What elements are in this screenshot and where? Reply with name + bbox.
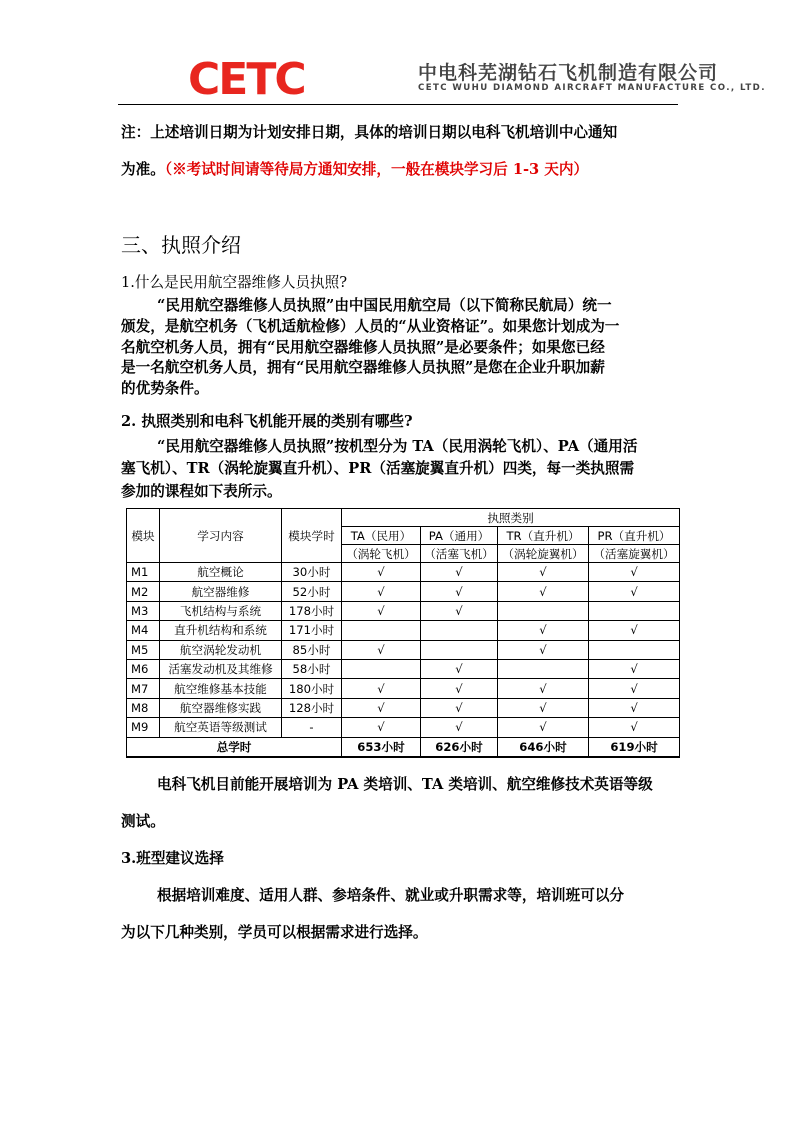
mark-cell: √ bbox=[421, 563, 498, 582]
q1-para-line: 名航空机务人员，拥有“民用航空器维修人员执照”是必要条件；如果您已经 bbox=[121, 339, 605, 356]
table-row bbox=[127, 698, 680, 717]
q3-line-1: 根据培训难度、适用人群、参培条件、就业或升职需求等，培训班可以分 bbox=[157, 887, 625, 904]
license-desc: （涡轮飞机） bbox=[342, 545, 421, 563]
mark-cell: √ bbox=[342, 601, 421, 620]
header-hours: 模块学时 bbox=[282, 509, 342, 563]
q2-para-line: 塞飞机）、TR（涡轮旋翼直升机）、PR（活塞旋翼直升机）四类，每一类执照需 bbox=[121, 460, 635, 477]
mark-cell: √ bbox=[589, 718, 680, 737]
hours-cell: 180小时 bbox=[282, 679, 342, 698]
mark-cell: √ bbox=[421, 601, 498, 620]
hours-cell: 85小时 bbox=[282, 640, 342, 659]
mark-cell: √ bbox=[421, 698, 498, 717]
table-row bbox=[127, 582, 680, 601]
q1-para-line: 的优势条件。 bbox=[121, 380, 209, 397]
mark-cell: √ bbox=[421, 659, 498, 678]
mark-cell: √ bbox=[421, 582, 498, 601]
content-cell: 航空涡轮发动机 bbox=[160, 640, 282, 659]
mark-cell: √ bbox=[589, 659, 680, 678]
hours-cell: 128小时 bbox=[282, 698, 342, 717]
module-cell: M1 bbox=[127, 563, 160, 582]
mark-cell bbox=[342, 659, 421, 678]
q1-para-line: 颁发，是航空机务（飞机适航检修）人员的“从业资格证”。如果您计划成为一 bbox=[121, 318, 620, 335]
license-course-table bbox=[126, 508, 680, 758]
table-header-row bbox=[127, 509, 680, 527]
mark-cell: √ bbox=[498, 698, 589, 717]
after-table-line-2: 测试。 bbox=[121, 813, 165, 830]
q1-para-line: 是一名航空机务人员，拥有“民用航空器维修人员执照”是您在企业升职加薪 bbox=[121, 359, 605, 376]
table-row bbox=[127, 718, 680, 737]
license-code: PR（直升机） bbox=[589, 527, 680, 545]
note-line-2-text: 为准。 bbox=[121, 161, 165, 178]
mark-cell bbox=[421, 640, 498, 659]
module-cell: M2 bbox=[127, 582, 160, 601]
hours-cell: 171小时 bbox=[282, 621, 342, 640]
mark-cell: √ bbox=[589, 563, 680, 582]
total-cell: 653小时 bbox=[342, 737, 421, 757]
logo-text: CETC bbox=[188, 56, 305, 100]
mark-cell: √ bbox=[342, 679, 421, 698]
table-row bbox=[127, 679, 680, 698]
content-cell: 航空器维修 bbox=[160, 582, 282, 601]
content-cell: 航空英语等级测试 bbox=[160, 718, 282, 737]
mark-cell: √ bbox=[342, 698, 421, 717]
note-line-2 bbox=[121, 158, 588, 179]
content-cell: 飞机结构与系统 bbox=[160, 601, 282, 620]
license-code: TR（直升机） bbox=[498, 527, 589, 545]
total-cell: 619小时 bbox=[589, 737, 680, 757]
header-divider bbox=[118, 104, 678, 105]
content-cell: 活塞发动机及其维修 bbox=[160, 659, 282, 678]
mark-cell bbox=[589, 640, 680, 659]
q1-para-line: “民用航空器维修人员执照”由中国民用航空局（以下简称民航局）统一 bbox=[157, 297, 612, 314]
mark-cell bbox=[342, 621, 421, 640]
mark-cell bbox=[421, 621, 498, 640]
table-row bbox=[127, 621, 680, 640]
license-desc: （活塞旋翼机） bbox=[589, 545, 680, 563]
license-code: TA（民用） bbox=[342, 527, 421, 545]
module-cell: M6 bbox=[127, 659, 160, 678]
total-cell: 646小时 bbox=[498, 737, 589, 757]
mark-cell: √ bbox=[498, 563, 589, 582]
mark-cell bbox=[498, 659, 589, 678]
company-name-cn: 中电科芜湖钻石飞机制造有限公司 bbox=[418, 62, 719, 84]
mark-cell: √ bbox=[421, 718, 498, 737]
module-cell: M5 bbox=[127, 640, 160, 659]
mark-cell bbox=[589, 601, 680, 620]
hours-cell: - bbox=[282, 718, 342, 737]
after-table-line-1: 电科飞机目前能开展培训为 PA 类培训、TA 类培训、航空维修技术英语等级 bbox=[157, 776, 653, 793]
content-cell: 直升机结构和系统 bbox=[160, 621, 282, 640]
content-cell: 航空维修基本技能 bbox=[160, 679, 282, 698]
mark-cell: √ bbox=[589, 582, 680, 601]
header-module: 模块 bbox=[127, 509, 160, 563]
mark-cell: √ bbox=[342, 718, 421, 737]
q2-title: 2. 执照类别和电科飞机能开展的类别有哪些? bbox=[121, 413, 413, 430]
table-row bbox=[127, 601, 680, 620]
mark-cell: √ bbox=[589, 679, 680, 698]
hours-cell: 30小时 bbox=[282, 563, 342, 582]
q3-title: 3.班型建议选择 bbox=[121, 850, 224, 867]
total-label: 总学时 bbox=[127, 737, 342, 757]
exam-note: （※考试时间请等待局方通知安排，一般在模块学习后 1-3 天内） bbox=[164, 161, 589, 178]
mark-cell: √ bbox=[342, 563, 421, 582]
q1-title: 1.什么是民用航空器维修人员执照? bbox=[121, 274, 348, 291]
hours-cell: 52小时 bbox=[282, 582, 342, 601]
module-cell: M3 bbox=[127, 601, 160, 620]
q2-para-line: 参加的课程如下表所示。 bbox=[121, 483, 282, 500]
mark-cell: √ bbox=[498, 718, 589, 737]
total-cell: 626小时 bbox=[421, 737, 498, 757]
license-code: PA（通用） bbox=[421, 527, 498, 545]
header-content: 学习内容 bbox=[160, 509, 282, 563]
license-desc: （涡轮旋翼机） bbox=[498, 545, 589, 563]
header-license-group: 执照类别 bbox=[342, 509, 680, 527]
mark-cell: √ bbox=[498, 640, 589, 659]
mark-cell: √ bbox=[342, 582, 421, 601]
cetc-logo bbox=[188, 56, 418, 100]
mark-cell: √ bbox=[589, 698, 680, 717]
mark-cell bbox=[498, 601, 589, 620]
mark-cell: √ bbox=[342, 640, 421, 659]
company-name-en: CETC WUHU DIAMOND AIRCRAFT MANUFACTURE CO., LTD. bbox=[418, 83, 766, 93]
module-cell: M7 bbox=[127, 679, 160, 698]
q2-para-line: “民用航空器维修人员执照”按机型分为 TA（民用涡轮飞机）、PA（通用活 bbox=[157, 438, 638, 455]
table-row bbox=[127, 563, 680, 582]
q3-line-2: 为以下几种类别，学员可以根据需求进行选择。 bbox=[121, 924, 428, 941]
mark-cell: √ bbox=[589, 621, 680, 640]
table-row bbox=[127, 640, 680, 659]
license-desc: （活塞飞机） bbox=[421, 545, 498, 563]
table-total-row bbox=[127, 737, 680, 757]
module-cell: M9 bbox=[127, 718, 160, 737]
mark-cell: √ bbox=[498, 582, 589, 601]
mark-cell: √ bbox=[498, 621, 589, 640]
page-header bbox=[118, 50, 766, 106]
content-cell: 航空器维修实践 bbox=[160, 698, 282, 717]
hours-cell: 178小时 bbox=[282, 601, 342, 620]
hours-cell: 58小时 bbox=[282, 659, 342, 678]
note-line-1: 注：上述培训日期为计划安排日期，具体的培训日期以电科飞机培训中心通知 bbox=[121, 124, 618, 141]
mark-cell: √ bbox=[498, 679, 589, 698]
module-cell: M4 bbox=[127, 621, 160, 640]
content-cell: 航空概论 bbox=[160, 563, 282, 582]
module-cell: M8 bbox=[127, 698, 160, 717]
mark-cell: √ bbox=[421, 679, 498, 698]
table-row bbox=[127, 659, 680, 678]
section-heading: 三、执照介绍 bbox=[121, 233, 241, 257]
